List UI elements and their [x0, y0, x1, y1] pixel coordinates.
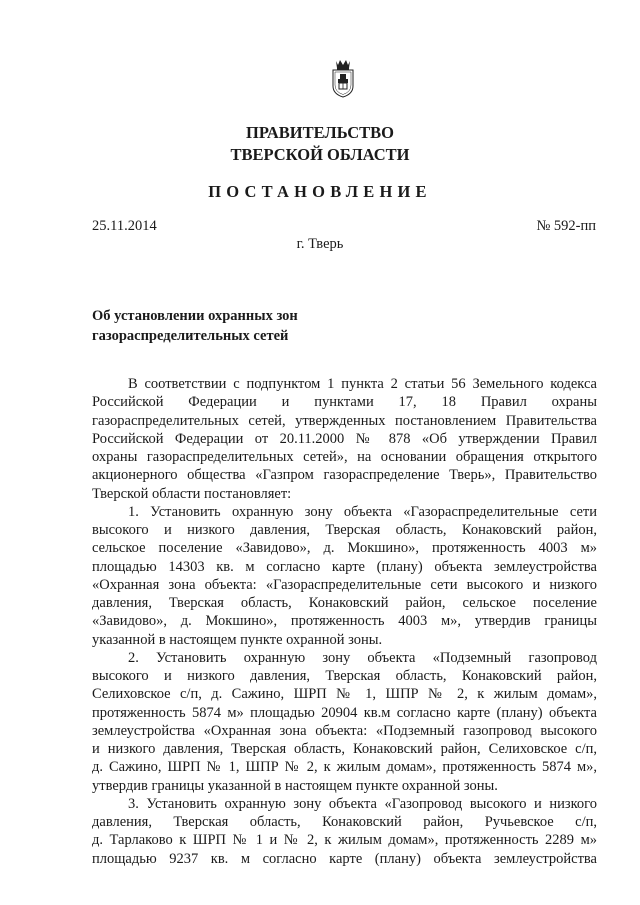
- decree-city: г. Тверь: [296, 236, 344, 252]
- body-line: протяженность 5874 м» площадью 20904 кв.м согласно карте (плану) объекта: [92, 704, 597, 721]
- government-title: ПРАВИТЕЛЬСТВО: [246, 123, 394, 142]
- subject-line: Об установлении охранных зон: [92, 308, 298, 324]
- body-line: и низкого давления, Тверская область, Конаковский район, Селиховское с/п,: [92, 741, 597, 757]
- body-line: Тверской области постановляет:: [92, 485, 292, 502]
- subject-line: газораспределительных сетей: [92, 328, 289, 344]
- body-line: высокого и низкого давления, Тверская область, Конаковский район,: [92, 668, 597, 684]
- body-line: 2. Установить охранную зону объекта «Подземный газопровод: [128, 649, 597, 666]
- body-line: площадью 14303 кв. м согласно карте (плану) объекта землеустройства: [92, 558, 597, 575]
- body-line: акционерного общества «Газпром газораспределение Тверь», Правительство: [92, 467, 597, 484]
- decree-body: [92, 375, 597, 868]
- body-line: охраны газораспределительных сетей», на основании обращения открытого: [92, 449, 597, 465]
- body-line: д. Сажино, ШРП № 1, ШПР № 2, к жилым домам», протяженность 5874 м»,: [92, 759, 597, 776]
- body-line: указанной в настоящем пункте охранной зоны.: [92, 631, 383, 648]
- body-line: Российской Федерации и пунктами 17, 18 Правил охраны: [92, 394, 597, 411]
- body-line: 1. Установить охранную зону объекта «Газораспределительные сети: [128, 503, 597, 520]
- body-line: д. Тарлаково к ШРП № 1 и № 2, к жилым домам», протяженность 2289 м»: [92, 832, 597, 849]
- body-line: «Завидово», д. Мокшино», протяженность 4003 м», утвердив границы: [92, 613, 597, 630]
- coat-of-arms-icon: [331, 56, 355, 98]
- body-line: давления, Тверская область, Конаковский район, сельское поселение: [92, 595, 597, 611]
- body-line: газораспределительных сетей, утвержденных постановлением Правительства: [92, 412, 597, 429]
- decree-subject: [92, 306, 298, 346]
- decree-date: 25.11.2014: [92, 218, 157, 234]
- body-line: высокого и низкого давления, Тверская область, Конаковский район,: [92, 522, 597, 538]
- body-line: землеустройства «Охранная зона объекта: «Подземный газопровод высокого: [92, 722, 597, 739]
- document-type: ПОСТАНОВЛЕНИЕ: [208, 182, 432, 201]
- body-line: площадью 9237 кв. м согласно карте (плану) объекта землеустройства: [92, 850, 597, 867]
- government-region: ТВЕРСКОЙ ОБЛАСТИ: [230, 145, 410, 164]
- body-line: утвердив границы указанной в настоящем пункте охранной зоны.: [92, 777, 498, 794]
- body-line: 3. Установить охранную зону объекта «Газопровод высокого и низкого: [128, 795, 597, 812]
- body-line: давления, Тверская область, Конаковский район, Ручьевское с/п,: [92, 814, 597, 830]
- body-line: «Охранная зона объекта: «Газораспределительные сети высокого и низкого: [92, 576, 597, 593]
- body-line: сельское поселение «Завидово», д. Мокшино», протяженность 4003 м»: [92, 540, 597, 557]
- decree-number: № 592-пп: [536, 218, 596, 234]
- body-line: Российской Федерации от 20.11.2000 № 878 «Об утверждении Правил: [92, 430, 597, 447]
- body-line: В соответствии с подпунктом 1 пункта 2 статьи 56 Земельного кодекса: [128, 376, 597, 392]
- body-line: Селиховское с/п, д. Сажино, ШРП № 1, ШПР № 2, к жилым домам»,: [92, 686, 597, 703]
